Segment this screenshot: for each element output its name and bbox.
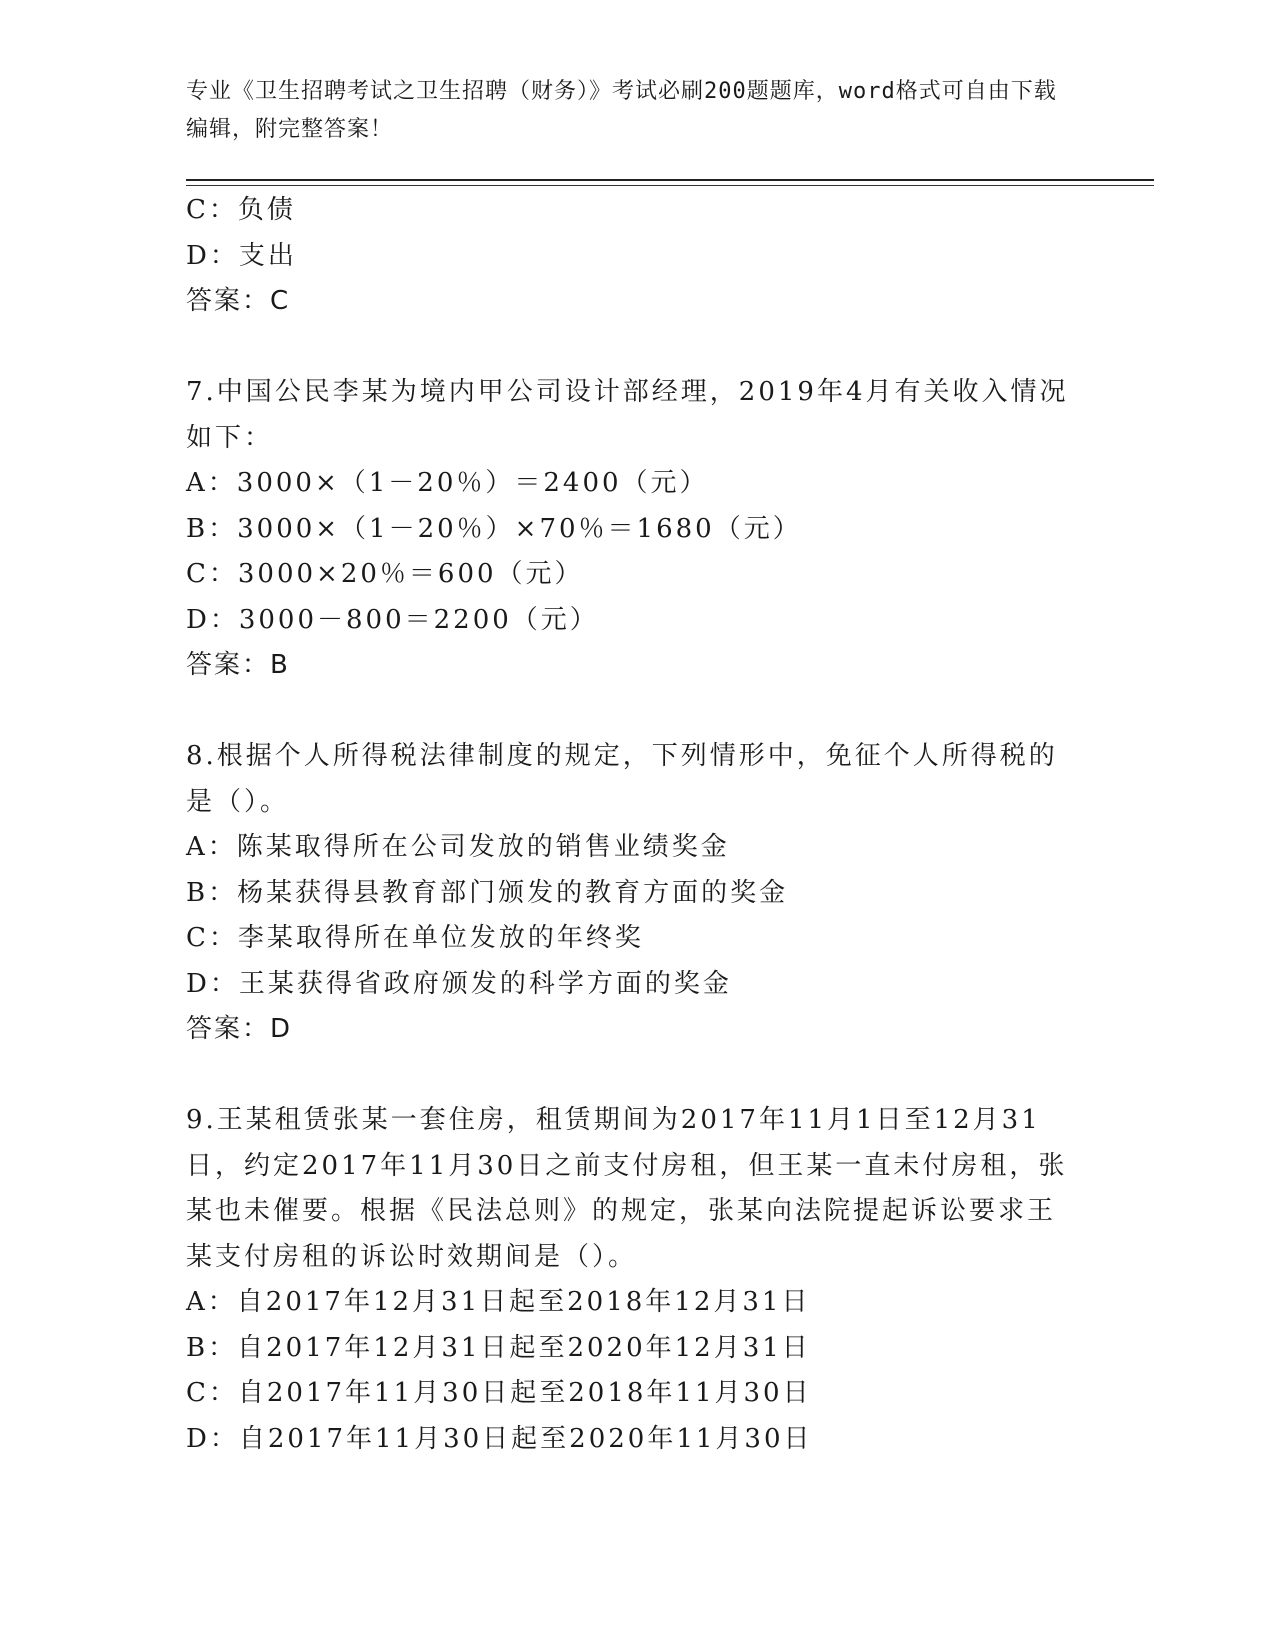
header-rule-thick xyxy=(186,179,1154,181)
question-stem-line: 8.根据个人所得税法律制度的规定，下列情形中，免征个人所得税的 xyxy=(186,741,1058,771)
option-d: D：王某获得省政府颁发的科学方面的奖金 xyxy=(186,968,732,999)
question-stem-line: 某也未催要。根据《民法总则》的规定，张某向法院提起诉讼要求王 xyxy=(186,1196,1057,1226)
question-stem-line: 7.中国公民李某为境内甲公司设计部经理，2019年4月有关收入情况 xyxy=(186,377,1069,407)
option-b: B：3000×（1－20％）×70％＝1680（元） xyxy=(186,513,802,544)
question-stem-line: 是（）。 xyxy=(186,786,290,817)
spacer xyxy=(186,689,1086,735)
spacer xyxy=(186,1053,1086,1099)
question-7 xyxy=(186,370,1086,689)
question-stem-line: 9.王某租赁张某一套住房，租赁期间为2017年11月1日至12月31 xyxy=(186,1105,1041,1135)
option-a: A：3000×（1－20％）＝2400（元） xyxy=(186,468,709,498)
option-c: C：自2017年11月30日起至2018年11月30日 xyxy=(186,1378,812,1408)
question-8 xyxy=(186,734,1086,1053)
question-stem-line: 日，约定2017年11月30日之前支付房租，但王某一直未付房租，张 xyxy=(186,1150,1068,1181)
question-stem-line: 如下： xyxy=(186,422,274,453)
spacer xyxy=(186,325,1086,371)
option-d: D：自2017年11月30日起至2020年11月30日 xyxy=(186,1423,813,1454)
document-header: 专业《卫生招聘考试之卫生招聘（财务）》考试必刷200题题库，word格式可自由下载编辑，附完整答案！ xyxy=(186,79,1057,142)
option-d: D：支出 xyxy=(186,240,297,271)
question-9 xyxy=(186,1098,1086,1462)
option-c: C：3000×20％＝600（元） xyxy=(186,559,584,589)
answer-line: 答案：B xyxy=(186,650,290,680)
question-content xyxy=(186,188,1086,1462)
option-a: A：自2017年12月31日起至2018年12月31日 xyxy=(186,1287,811,1317)
header-rule-thin xyxy=(186,185,1154,186)
option-c: C：李某取得所在单位发放的年终奖 xyxy=(186,923,644,953)
option-d: D：3000－800＝2200（元） xyxy=(186,604,599,635)
option-c: C：负债 xyxy=(186,195,296,225)
prev-question xyxy=(186,188,1086,325)
option-b: B：自2017年12月31日起至2020年12月31日 xyxy=(186,1332,811,1363)
question-stem-line: 某支付房租的诉讼时效期间是（）。 xyxy=(186,1241,638,1272)
answer-line: 答案：C xyxy=(186,286,291,316)
answer-line: 答案：D xyxy=(186,1014,293,1044)
option-b: B：杨某获得县教育部门颁发的教育方面的奖金 xyxy=(186,877,789,908)
option-a: A：陈某取得所在公司发放的销售业绩奖金 xyxy=(186,832,730,862)
